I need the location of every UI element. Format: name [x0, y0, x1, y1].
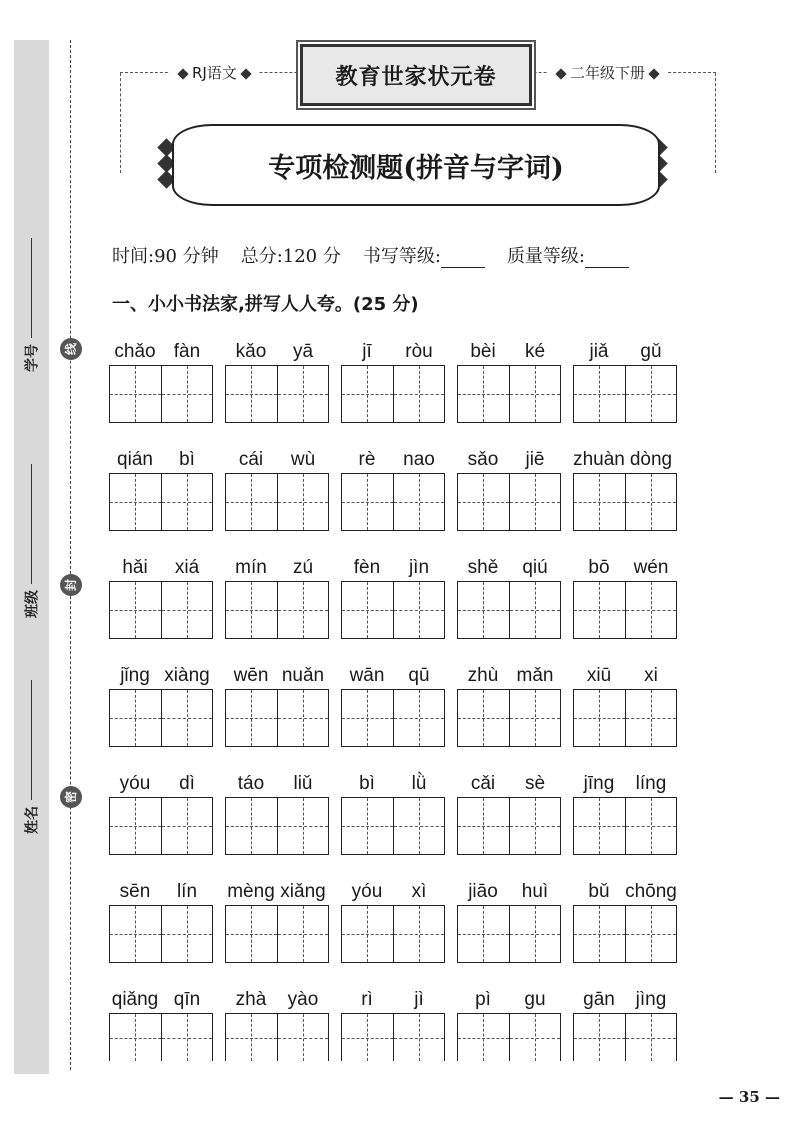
pinyin-syllable: bì: [179, 449, 195, 470]
pinyin-syllable: sè: [524, 773, 546, 794]
binding-cut-line: [70, 40, 71, 1070]
pinyin-syllable: yóu: [351, 881, 383, 902]
word-item: [225, 553, 329, 583]
writing-cell[interactable]: [110, 690, 161, 746]
writing-cell[interactable]: [574, 582, 625, 638]
word-item: [457, 553, 561, 583]
word-item: [225, 985, 329, 1015]
pinyin-syllable: bǔ: [588, 881, 610, 902]
seal-mark-secret: 密: [60, 786, 82, 808]
pinyin-syllable: xi: [644, 665, 658, 686]
writing-cell[interactable]: [509, 1014, 560, 1061]
word-item: [341, 553, 445, 583]
quality-grade: 质量等级:: [507, 242, 629, 268]
pinyin-syllable: jiāo: [468, 881, 498, 902]
pinyin-syllable: jiǎ: [589, 341, 609, 362]
word-item: [109, 661, 213, 691]
diamond-icon: [240, 68, 251, 79]
writing-cell[interactable]: [625, 366, 676, 422]
writing-cell[interactable]: [393, 1014, 444, 1061]
class-label: 班级: [24, 590, 41, 618]
word-item: [457, 877, 561, 907]
pinyin-syllable: qīn: [173, 989, 201, 1010]
pinyin-syllable: dòng: [629, 449, 673, 470]
quality-grade-blank[interactable]: [585, 250, 629, 268]
writing-cell[interactable]: [342, 582, 393, 638]
writing-cell[interactable]: [458, 582, 509, 638]
writing-cell[interactable]: [277, 798, 328, 854]
brand-scroll: [300, 44, 532, 106]
writing-cell[interactable]: [625, 906, 676, 962]
pinyin-syllable: xiàng: [164, 665, 210, 686]
pinyin-syllable: huì: [521, 881, 549, 902]
writing-cell[interactable]: [509, 474, 560, 530]
word-item: [573, 877, 677, 907]
pinyin-syllable: xiá: [174, 557, 200, 578]
writing-cell[interactable]: [277, 582, 328, 638]
name-blank: [31, 680, 32, 800]
pinyin-syllable: sǎo: [467, 449, 499, 470]
word-item: [573, 553, 677, 583]
pinyin-syllable: lǜ: [411, 773, 427, 794]
writing-cell[interactable]: [393, 474, 444, 530]
student-id-blank: [31, 238, 32, 338]
writing-cell[interactable]: [226, 582, 277, 638]
writing-cell[interactable]: [574, 474, 625, 530]
name-label: 姓名: [24, 806, 41, 834]
word-item: [225, 877, 329, 907]
writing-cell[interactable]: [110, 906, 161, 962]
writing-cell[interactable]: [574, 690, 625, 746]
pinyin-syllable: sēn: [119, 881, 151, 902]
total-score: 总分:120 分: [240, 246, 341, 267]
pinyin-syllable: jìng: [635, 989, 667, 1010]
pinyin-syllable: wù: [290, 449, 316, 470]
writing-cell[interactable]: [342, 474, 393, 530]
writing-cell[interactable]: [509, 366, 560, 422]
pinyin-syllable: chǎo: [114, 341, 156, 362]
writing-cell[interactable]: [161, 366, 212, 422]
pinyin-syllable: wén: [633, 557, 669, 578]
writing-cell[interactable]: [574, 798, 625, 854]
writing-cell[interactable]: [458, 798, 509, 854]
writing-cell[interactable]: [110, 1014, 161, 1061]
word-item: [225, 445, 329, 475]
writing-cell[interactable]: [161, 582, 212, 638]
pinyin-syllable: fèn: [353, 557, 381, 578]
writing-cell[interactable]: [509, 690, 560, 746]
pinyin-syllable: bō: [588, 557, 610, 578]
writing-cell[interactable]: [226, 474, 277, 530]
pinyin-syllable: jiē: [525, 449, 545, 470]
pinyin-syllable: qiǎng: [111, 989, 159, 1010]
pinyin-syllable: zhà: [235, 989, 267, 1010]
pinyin-syllable: líng: [635, 773, 667, 794]
subject-tag: RJ语文: [170, 62, 259, 83]
pinyin-syllable: nuǎn: [281, 665, 325, 686]
writing-cell[interactable]: [226, 690, 277, 746]
writing-cell[interactable]: [458, 1014, 509, 1061]
word-item: [109, 337, 213, 367]
pinyin-syllable: yā: [292, 341, 314, 362]
pinyin-syllable: nao: [403, 449, 435, 470]
word-item: [341, 661, 445, 691]
pinyin-syllable: liǔ: [293, 773, 313, 794]
pinyin-syllable: cái: [238, 449, 264, 470]
grid-row: [109, 877, 681, 987]
pinyin-syllable: lín: [176, 881, 198, 902]
pinyin-syllable: zú: [292, 557, 314, 578]
pinyin-syllable: qū: [408, 665, 430, 686]
word-item: [341, 445, 445, 475]
writing-cell[interactable]: [226, 798, 277, 854]
writing-cell[interactable]: [625, 798, 676, 854]
pinyin-syllable: bèi: [470, 341, 496, 362]
pinyin-syllable: cǎi: [470, 773, 496, 794]
pinyin-syllable: wān: [349, 665, 385, 686]
writing-cell[interactable]: [458, 474, 509, 530]
pinyin-syllable: yóu: [119, 773, 151, 794]
word-item: [457, 337, 561, 367]
pinyin-syllable: jìn: [408, 557, 430, 578]
grid-row: [109, 337, 681, 447]
word-item: [225, 661, 329, 691]
writing-cell[interactable]: [509, 582, 560, 638]
writing-cell[interactable]: [625, 1014, 676, 1061]
writing-cell[interactable]: [342, 366, 393, 422]
writing-cell[interactable]: [625, 690, 676, 746]
writing-cell[interactable]: [625, 474, 676, 530]
writing-cell[interactable]: [277, 1014, 328, 1061]
word-item: [341, 337, 445, 367]
writing-cell[interactable]: [110, 474, 161, 530]
writing-cell[interactable]: [509, 798, 560, 854]
seal-mark-line: 线: [60, 338, 82, 360]
writing-cell[interactable]: [161, 1014, 212, 1061]
pinyin-syllable: kǎo: [235, 341, 267, 362]
pinyin-syllable: ròu: [405, 341, 433, 362]
pinyin-syllable: dì: [179, 773, 195, 794]
word-item: [109, 553, 213, 583]
pinyin-syllable: zhuàn: [573, 449, 625, 470]
pinyin-syllable: táo: [237, 773, 265, 794]
writing-cell[interactable]: [509, 906, 560, 962]
pinyin-syllable: chōng: [625, 881, 677, 902]
brand-name: 教育世家状元卷: [335, 64, 497, 90]
writing-cell[interactable]: [277, 906, 328, 962]
writing-cell[interactable]: [393, 582, 444, 638]
pinyin-syllable: xiǎng: [280, 881, 326, 902]
writing-cell[interactable]: [342, 798, 393, 854]
writing-cell[interactable]: [393, 690, 444, 746]
pinyin-syllable: yào: [287, 989, 319, 1010]
seal-mark-seal: 封: [60, 574, 82, 596]
writing-cell[interactable]: [574, 1014, 625, 1061]
grid-row: [109, 445, 681, 555]
word-item: [573, 769, 677, 799]
writing-cell[interactable]: [458, 906, 509, 962]
diamond-icon: [648, 68, 659, 79]
writing-cell[interactable]: [342, 906, 393, 962]
writing-cell[interactable]: [277, 474, 328, 530]
writing-grade: 书写等级:: [363, 242, 485, 268]
word-item: [341, 769, 445, 799]
word-item: [225, 769, 329, 799]
pinyin-syllable: hǎi: [122, 557, 148, 578]
pinyin-syllable: qiú: [522, 557, 548, 578]
writing-cell[interactable]: [625, 582, 676, 638]
pinyin-syllable: rì: [361, 989, 373, 1010]
writing-cell[interactable]: [161, 906, 212, 962]
exam-info: [112, 242, 629, 268]
pinyin-syllable: jǐng: [120, 665, 150, 686]
pinyin-syllable: pì: [475, 989, 491, 1010]
word-item: [109, 877, 213, 907]
writing-cell[interactable]: [342, 1014, 393, 1061]
writing-cell[interactable]: [110, 582, 161, 638]
pinyin-syllable: shě: [467, 557, 499, 578]
writing-cell[interactable]: [161, 474, 212, 530]
binding-margin: [14, 40, 49, 1074]
writing-cell[interactable]: [161, 690, 212, 746]
grid-row: [109, 661, 681, 771]
pinyin-syllable: xì: [411, 881, 427, 902]
writing-cell[interactable]: [393, 798, 444, 854]
grid-row: [109, 985, 681, 1095]
writing-cell[interactable]: [110, 366, 161, 422]
writing-cell[interactable]: [161, 798, 212, 854]
writing-cell[interactable]: [458, 690, 509, 746]
pinyin-syllable: mèng: [227, 881, 275, 902]
word-item: [457, 769, 561, 799]
pinyin-syllable: gǔ: [640, 341, 662, 362]
pinyin-syllable: jīng: [583, 773, 615, 794]
writing-cell[interactable]: [393, 366, 444, 422]
word-item: [573, 337, 677, 367]
title-banner: [172, 124, 660, 206]
pinyin-syllable: jì: [414, 989, 424, 1010]
word-item: [457, 661, 561, 691]
grid-row: [109, 553, 681, 663]
writing-cell[interactable]: [110, 798, 161, 854]
word-item: [109, 445, 213, 475]
word-item: [341, 877, 445, 907]
pinyin-syllable: mǎn: [516, 665, 554, 686]
pinyin-syllable: mín: [235, 557, 267, 578]
grid-row: [109, 769, 681, 879]
word-item: [457, 445, 561, 475]
page-title: 专项检测题(拼音与字词): [268, 152, 564, 184]
word-item: [573, 661, 677, 691]
time-limit: 时间:90 分钟: [112, 246, 219, 267]
class-blank: [31, 464, 32, 584]
pinyin-syllable: fàn: [173, 341, 201, 362]
writing-cell[interactable]: [393, 906, 444, 962]
writing-cell[interactable]: [277, 690, 328, 746]
word-item: [573, 445, 677, 475]
pinyin-syllable: wēn: [233, 665, 269, 686]
writing-cell[interactable]: [226, 1014, 277, 1061]
writing-cell[interactable]: [458, 366, 509, 422]
page-number: — 35 —: [718, 1088, 780, 1106]
writing-cell[interactable]: [226, 906, 277, 962]
word-item: [109, 769, 213, 799]
pinyin-syllable: qián: [117, 449, 153, 470]
grade-tag: 二年级下册: [548, 62, 667, 83]
student-id-label: 学号: [24, 344, 41, 372]
writing-cell[interactable]: [277, 366, 328, 422]
word-item: [573, 985, 677, 1015]
diamond-icon: [555, 68, 566, 79]
writing-cell[interactable]: [226, 366, 277, 422]
writing-cell[interactable]: [574, 366, 625, 422]
pinyin-syllable: ké: [524, 341, 546, 362]
pinyin-syllable: bì: [359, 773, 375, 794]
section-title: 一、小小书法家,拼写人人夸。(25 分): [112, 294, 419, 315]
pinyin-syllable: rè: [358, 449, 376, 470]
writing-cell[interactable]: [342, 690, 393, 746]
word-item: [225, 337, 329, 367]
pinyin-syllable: gān: [583, 989, 615, 1010]
word-item: [457, 985, 561, 1015]
pinyin-syllable: zhù: [467, 665, 499, 686]
writing-cell[interactable]: [574, 906, 625, 962]
pinyin-syllable: gu: [524, 989, 546, 1010]
writing-grade-blank[interactable]: [441, 250, 485, 268]
pinyin-syllable: jī: [362, 341, 372, 362]
diamond-icon: [177, 68, 188, 79]
word-item: [341, 985, 445, 1015]
pinyin-syllable: xiū: [586, 665, 612, 686]
word-item: [109, 985, 213, 1015]
